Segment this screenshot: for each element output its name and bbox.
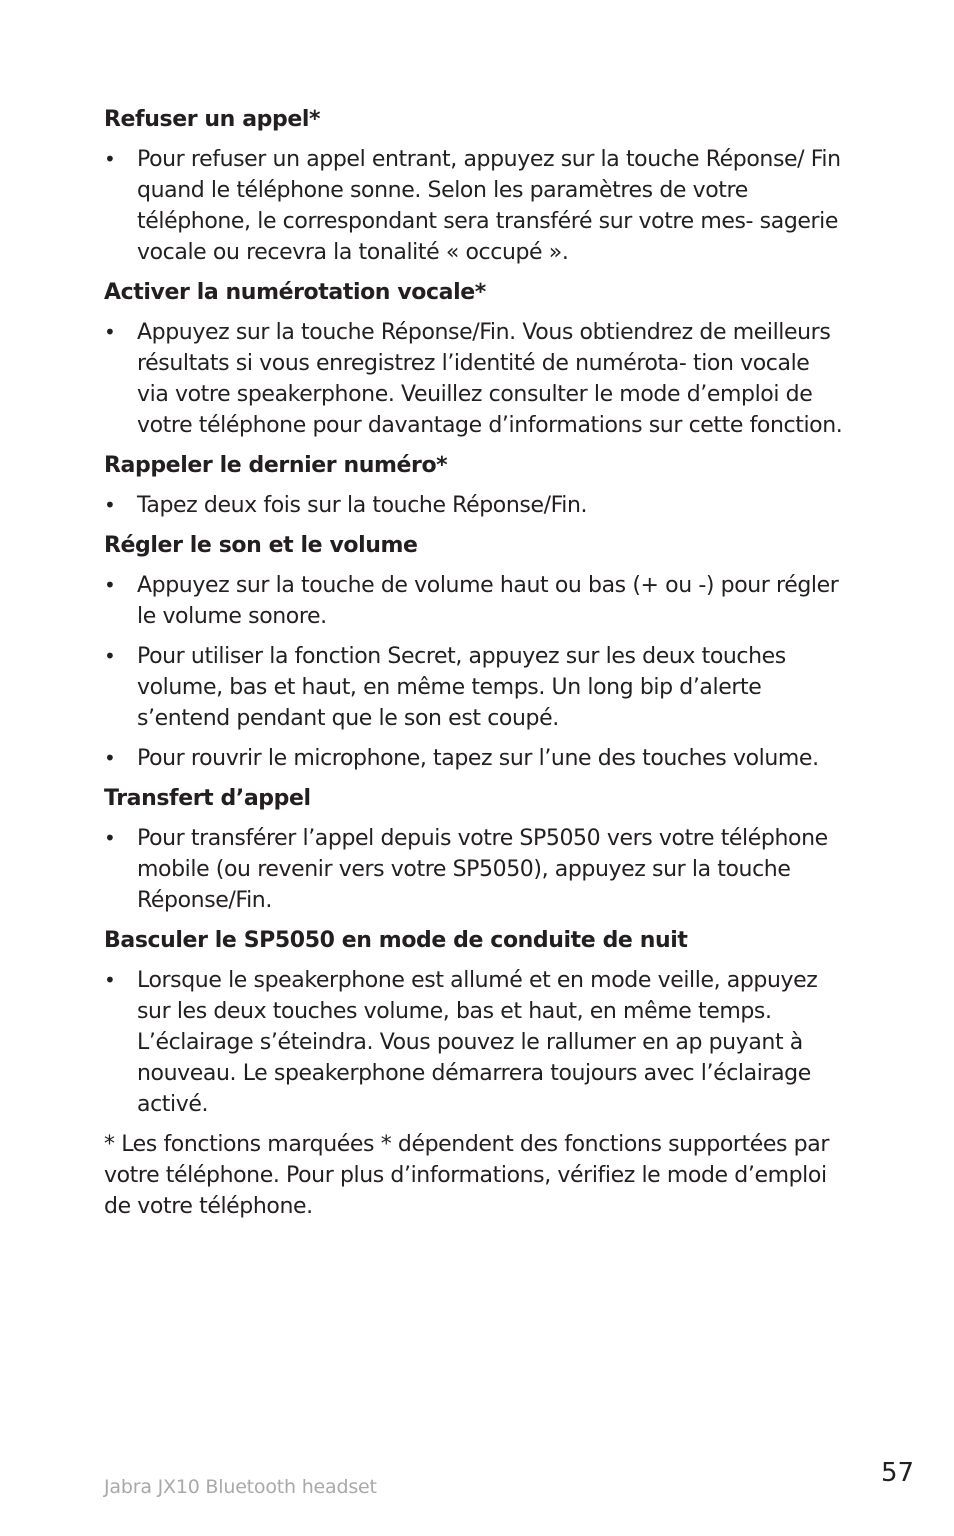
section-voice-dialing: [104, 277, 844, 441]
list-item: • Appuyez sur la touche de volume haut ou bas (+ ou -) pour régler le volume sonore.: [104, 570, 844, 632]
section-refuse-call: [104, 104, 844, 268]
bullet-list: [104, 144, 844, 268]
list-item: • Pour utiliser la fonction Secret, appuyez sur les deux touches volume, bas et haut, en même temps. Un long bip d’alerte s’entend pendant que le son est coupé.: [104, 641, 844, 734]
section-redial: [104, 450, 844, 521]
list-item: • Appuyez sur la touche Réponse/Fin. Vous obtiendrez de meilleurs résultats si vous enregistrez l’identité de numérota- tion vocale via votre speakerphone. Veuillez consulter le mode d’emploi de votre téléphone pour davantage d’informations sur cette fonction.: [104, 317, 844, 441]
section-heading: Rappeler le dernier numéro*: [104, 453, 448, 478]
bullet-list: [104, 570, 844, 774]
list-item: • Lorsque le speakerphone est allumé et en mode veille, appuyez sur les deux touches volume, bas et haut, en même temps. L’éclairage s’éteindra. Vous pouvez le rallumer en ap puyant à nouveau. Le speakerphone démarrera toujours avec l’éclairage activé.: [104, 965, 844, 1120]
section-night-mode: [104, 925, 844, 1120]
section-heading: Régler le son et le volume: [104, 533, 418, 558]
bullet-list: [104, 490, 844, 521]
list-item: • Tapez deux fois sur la touche Réponse/Fin.: [104, 490, 844, 521]
page-content: [104, 104, 844, 1222]
section-heading: Activer la numérotation vocale*: [104, 280, 486, 305]
footnote: * Les fonctions marquées * dépendent des fonctions supportées par votre téléphone. Pour plus d’informations, vérifiez le mode d’emploi de votre téléphone.: [104, 1132, 829, 1219]
bullet-list: [104, 823, 844, 916]
bullet-list: [104, 317, 844, 441]
section-heading: Basculer le SP5050 en mode de conduite de nuit: [104, 928, 688, 953]
section-volume: [104, 530, 844, 774]
list-item: • Pour rouvrir le microphone, tapez sur l’une des touches volume.: [104, 743, 844, 774]
bullet-list: [104, 965, 844, 1120]
section-heading: Refuser un appel*: [104, 107, 321, 132]
section-heading: Transfert d’appel: [104, 786, 311, 811]
list-item: • Pour transférer l’appel depuis votre SP5050 vers votre téléphone mobile (ou revenir vers votre SP5050), appuyez sur la touche Réponse/Fin.: [104, 823, 844, 916]
list-item: • Pour refuser un appel entrant, appuyez sur la touche Réponse/ Fin quand le téléphone sonne. Selon les paramètres de votre téléphone, le correspondant sera transféré sur votre mes- sagerie vocale ou recevra la tonalité « occupé ».: [104, 144, 844, 268]
page-number: 57: [881, 1458, 915, 1488]
section-call-transfer: [104, 783, 844, 916]
footer-product-name: Jabra JX10 Bluetooth headset: [104, 1476, 377, 1498]
